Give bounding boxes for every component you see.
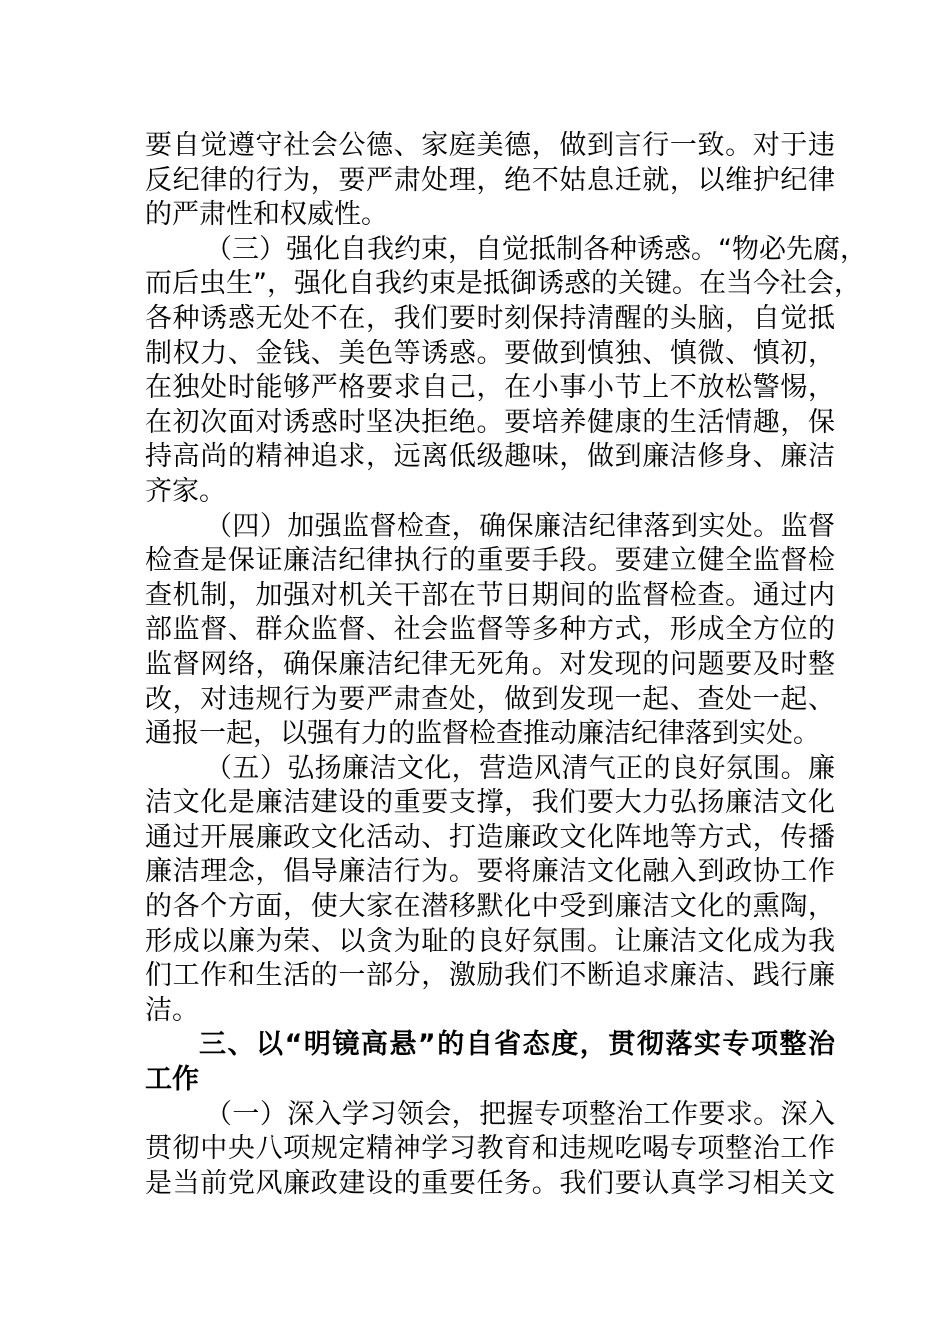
body-line: 齐家。 (145, 475, 226, 507)
section-heading-continuation: 工作 (145, 1064, 199, 1096)
body-line: 各种诱惑无处不在，我们要时刻保持清醒的头脑，自觉抵 (145, 302, 835, 334)
body-line: 贯彻中央八项规定精神学习教育和违规吃喝专项整治工作 (145, 1133, 835, 1165)
body-line: 是当前党风廉政建设的重要任务。我们要认真学习相关文 (145, 1167, 835, 1199)
body-line: 而后虫生”，强化自我约束是抵御诱惑的关键。在当今社会， (145, 268, 861, 300)
body-line: 洁。 (145, 994, 199, 1026)
body-line: 检查是保证廉洁纪律执行的重要手段。要建立健全监督检 (145, 545, 835, 577)
paragraph-start-line: （五）弘扬廉洁文化，营造风清气正的良好氛围。廉 (205, 752, 835, 784)
body-line: 在初次面对诱惑时坚决拒绝。要培养健康的生活情趣，保 (145, 406, 835, 438)
body-line: 廉洁理念，倡导廉洁行为。要将廉洁文化融入到政协工作 (145, 856, 835, 888)
body-line: 通报一起，以强有力的监督检查推动廉洁纪律落到实处。 (145, 718, 820, 750)
section-heading: 三、以“明镜高悬”的自省态度，贯彻落实专项整治 (199, 1029, 835, 1061)
body-line: 形成以廉为荣、以贪为耻的良好氛围。让廉洁文化成为我 (145, 925, 835, 957)
body-line: 监督网络，确保廉洁纪律无死角。对发现的问题要及时整 (145, 648, 835, 680)
body-line: 的各个方面，使大家在潜移默化中受到廉洁文化的熏陶， (145, 891, 835, 923)
paragraph-start-line: （一）深入学习领会，把握专项整治工作要求。深入 (205, 1098, 835, 1130)
body-line: 们工作和生活的一部分，激励我们不断追求廉洁、践行廉 (145, 960, 835, 992)
paragraph-start-line: （三）强化自我约束，自觉抵制各种诱惑。“物必先腐， (205, 233, 867, 265)
body-line: 制权力、金钱、美色等诱惑。要做到慎独、慎微、慎初， (145, 337, 835, 369)
body-line: 通过开展廉政文化活动、打造廉政文化阵地等方式，传播 (145, 821, 835, 853)
body-line: 持高尚的精神追求，远离低级趣味，做到廉洁修身、廉洁 (145, 441, 835, 473)
paragraph-start-line: （四）加强监督检查，确保廉洁纪律落到实处。监督 (205, 510, 835, 542)
body-line: 的严肃性和权威性。 (145, 199, 388, 231)
body-line: 洁文化是廉洁建设的重要支撑，我们要大力弘扬廉洁文化 (145, 787, 835, 819)
body-line: 在独处时能够严格要求自己，在小事小节上不放松警惕， (145, 372, 835, 404)
body-line: 要自觉遵守社会公德、家庭美德，做到言行一致。对于违 (145, 130, 835, 161)
document-body (145, 129, 867, 1201)
body-line: 部监督、群众监督、社会监督等多种方式，形成全方位的 (145, 614, 835, 646)
body-line: 查机制，加强对机关干部在节日期间的监督检查。通过内 (145, 579, 835, 611)
body-line: 改，对违规行为要严肃查处，做到发现一起、查处一起、 (145, 683, 835, 715)
body-line: 反纪律的行为，要严肃处理，绝不姑息迁就，以维护纪律 (145, 164, 835, 196)
